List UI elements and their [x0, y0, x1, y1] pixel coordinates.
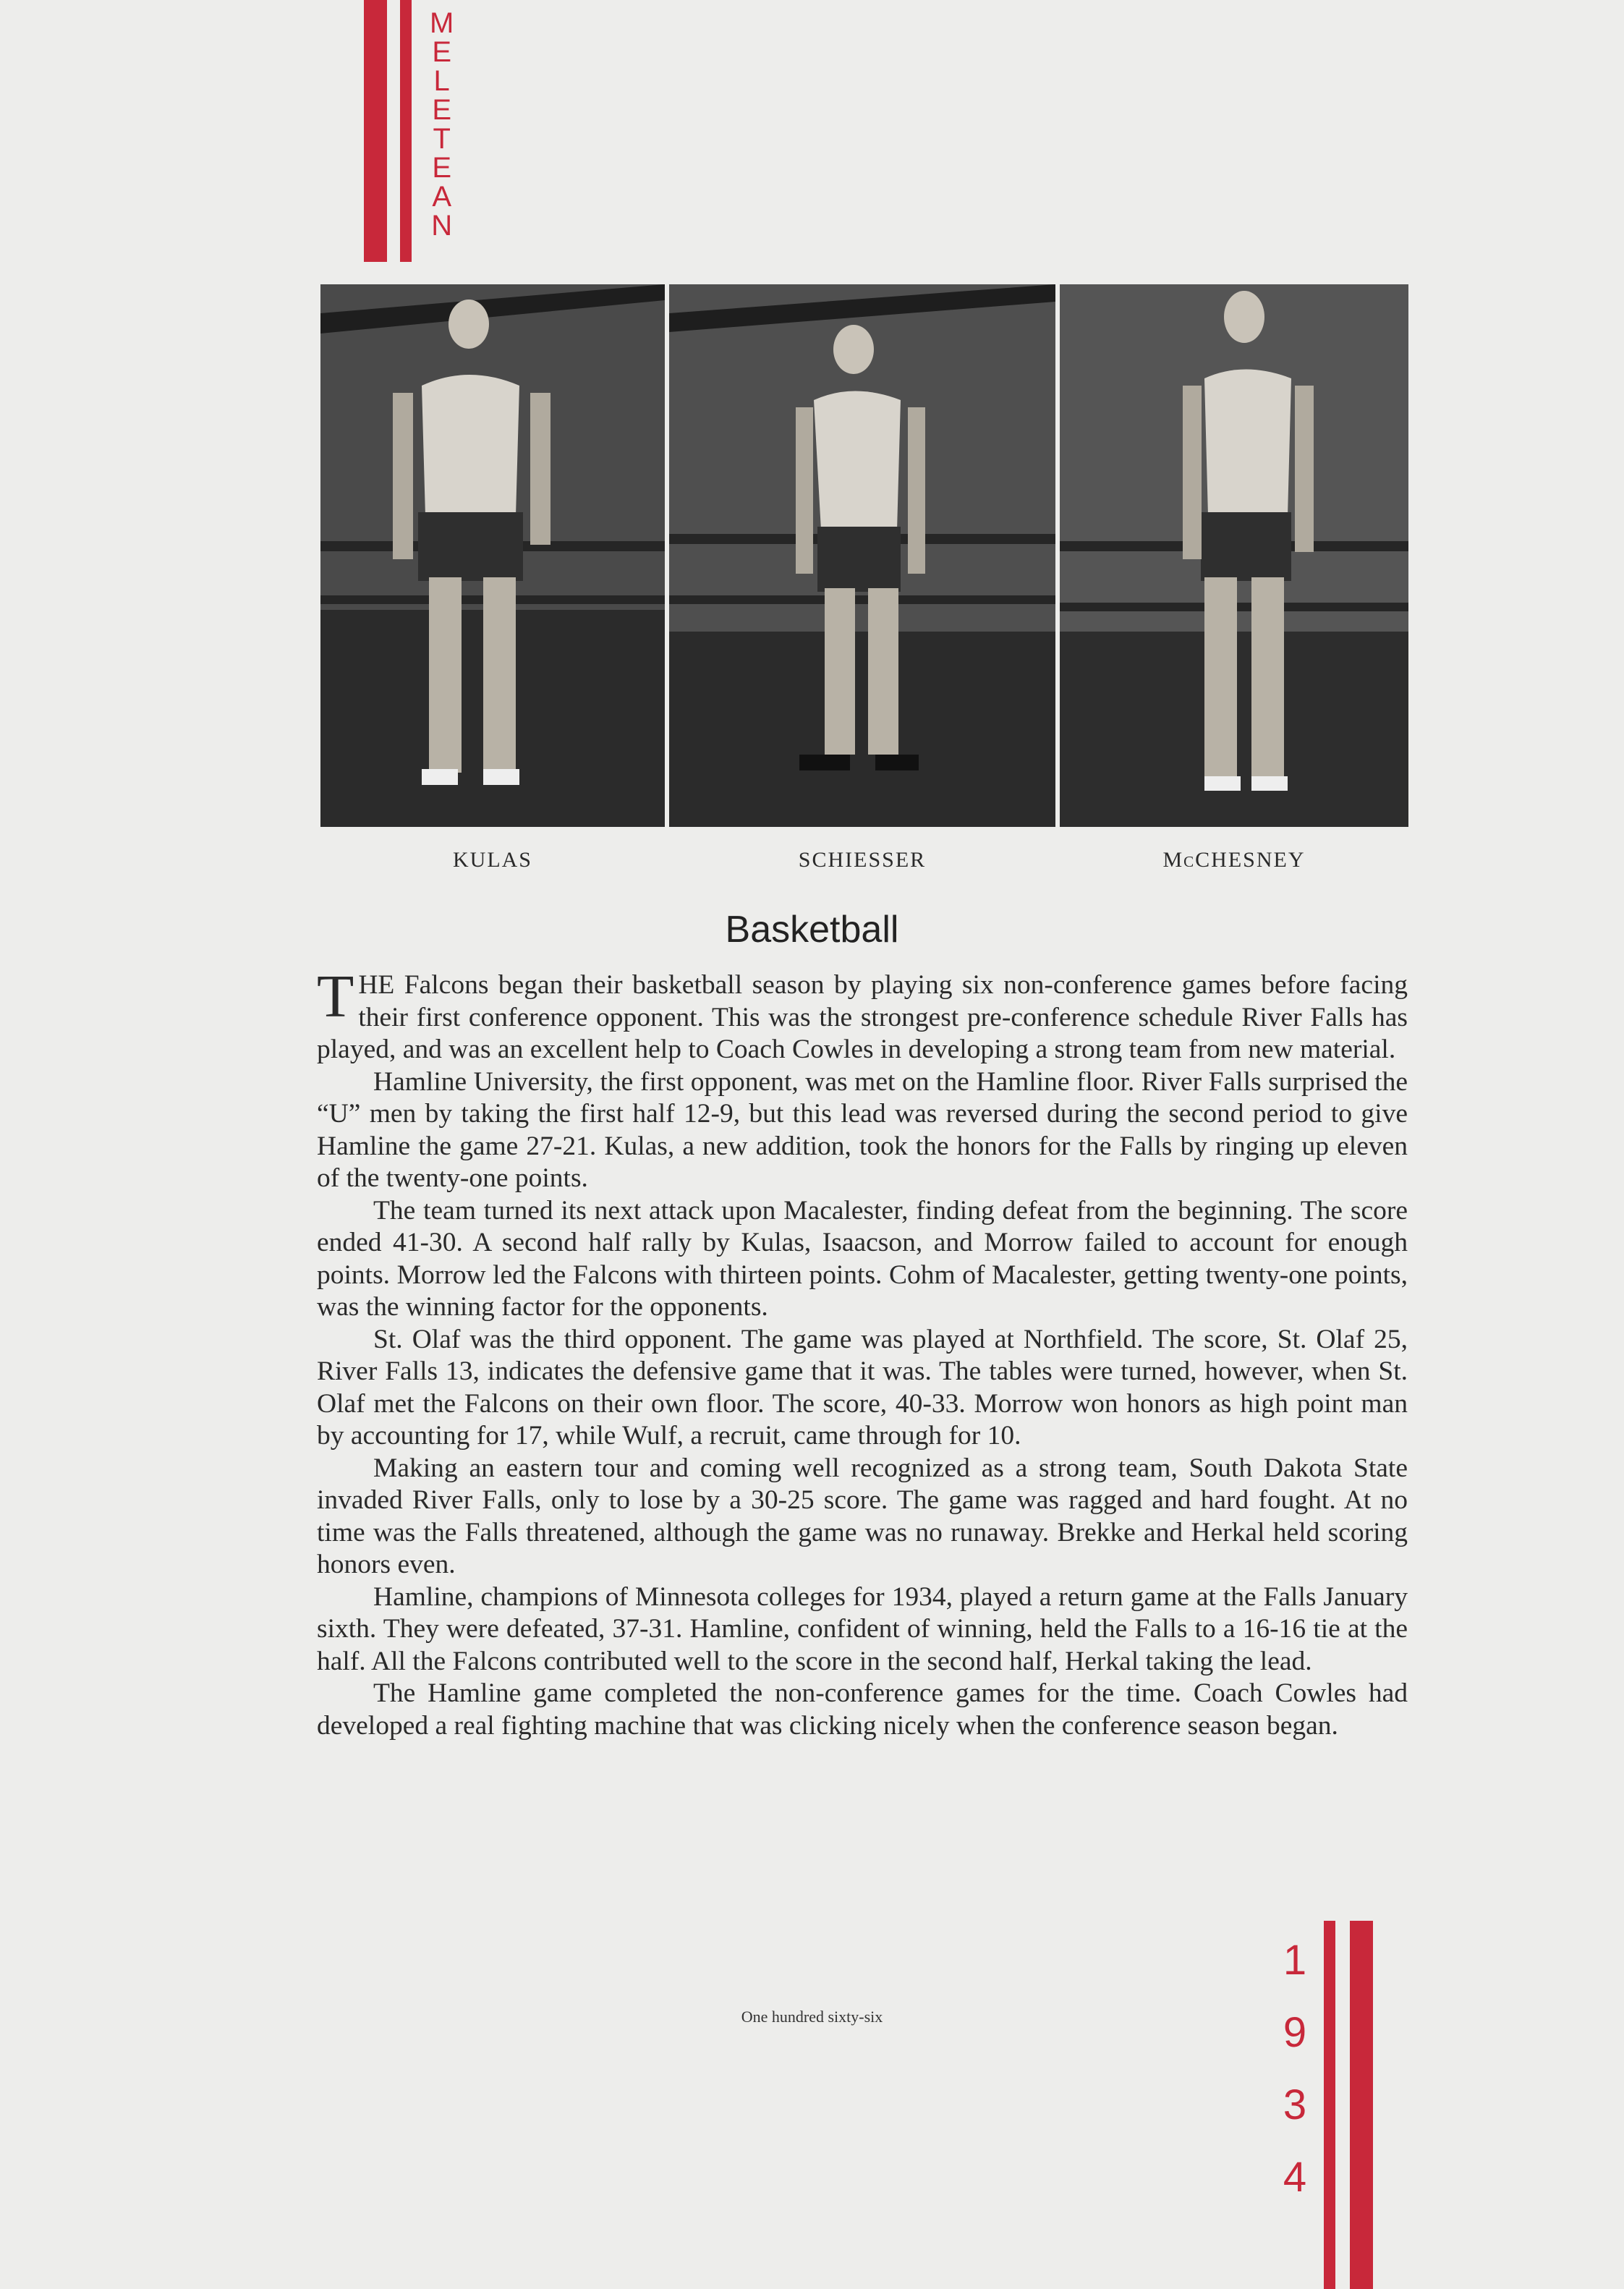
- year-digit: 9: [1283, 2009, 1307, 2056]
- photo-captions: [320, 848, 1408, 877]
- article-paragraph: Hamline, champions of Minnesota colleges for 1934, played a return game at the Falls January sixth. They were defeated, 37-31. Hamline, confident of winning, held the Falls to a 16-16 tie at the half. All the Falcons contributed well to the score in the second half, Herkal taking the lead.: [317, 1581, 1408, 1676]
- player-photos: [320, 284, 1408, 827]
- article-title: Basketball: [725, 909, 899, 951]
- photo-caption: SCHIESSER: [798, 848, 927, 872]
- article-paragraph: Hamline University, the first opponent, was met on the Hamline floor. River Falls surprised the “U” men by taking the first half 12-9, but this lead was reversed during the second period to give Hamline the game 27-21. Kulas, a new addition, took the honors for the Falls by ringing up eleven of the twenty-one points.: [317, 1066, 1408, 1193]
- vertical-title: [430, 9, 454, 240]
- vertical-title-letter: E: [432, 94, 451, 126]
- player-photo-schiesser: [669, 284, 1055, 827]
- article-body: [317, 963, 1408, 1742]
- article-paragraph: St. Olaf was the third opponent. The game was played at Northfield. The score, St. Olaf 25, River Falls 13, indicates the defensive game that it was. The tables were turned, however, when St. Olaf met the Falcons on their own floor. The score, 40-33. Morrow won honors as high point man by accounting for 17, while Wulf, a recruit, came through for 10.: [317, 1324, 1408, 1451]
- photo-caption: KULAS: [452, 848, 532, 872]
- player-photo-kulas: [320, 284, 665, 827]
- article-paragraph: The Hamline game completed the non-conference games for the time. Coach Cowles had developed a real fighting machine that was clicking nicely when the conference season began.: [317, 1678, 1408, 1741]
- vertical-title-letter: N: [431, 210, 453, 242]
- drop-cap: T: [317, 963, 354, 1030]
- vertical-title-letter: A: [432, 181, 451, 213]
- footer-bar-left: [1324, 1921, 1335, 2289]
- article-paragraph: THE Falcons began their basketball season by playing six non-conference games before facing their first conference opponent. This was the strongest pre-conference schedule River Falls has played, and was an excellent help to Coach Cowles in developing a strong team from new material.: [317, 963, 1408, 1064]
- header-bar-right: [400, 0, 412, 262]
- photo-caption: McCHESNEY: [1162, 848, 1306, 872]
- vertical-title-letter: E: [432, 36, 451, 68]
- vertical-title-letter: T: [433, 123, 451, 155]
- year-digit: 4: [1283, 2154, 1307, 2201]
- article-paragraph: The team turned its next attack upon Macalester, finding defeat from the beginning. The score ended 41-30. A second half rally by Kulas, Isaacson, and Morrow failed to account for enough points. Morrow led the Falcons with thirteen points. Cohm of Macalester, getting twenty-one points, was the winning factor for the opponents.: [317, 1195, 1408, 1322]
- vertical-title-letter: L: [433, 65, 450, 97]
- page-number-label: One hundred sixty-six: [741, 2008, 883, 2026]
- header-bar-left: [364, 0, 387, 262]
- year-digit: 1: [1283, 1937, 1307, 1984]
- article-paragraph: Making an eastern tour and coming well recognized as a strong team, South Dakota State invaded River Falls, only to lose by a 30-25 score. The game was ragged and hard fought. At no time was the Falls threatened, although the game was no runaway. Brekke and Herkal held scoring honors even.: [317, 1453, 1408, 1579]
- vertical-title-letter: M: [430, 7, 454, 39]
- player-photo-mcchesney: [1060, 284, 1408, 827]
- vertical-title-letter: E: [432, 152, 451, 184]
- year-digit: 3: [1283, 2081, 1307, 2128]
- footer-bar-right: [1350, 1921, 1373, 2289]
